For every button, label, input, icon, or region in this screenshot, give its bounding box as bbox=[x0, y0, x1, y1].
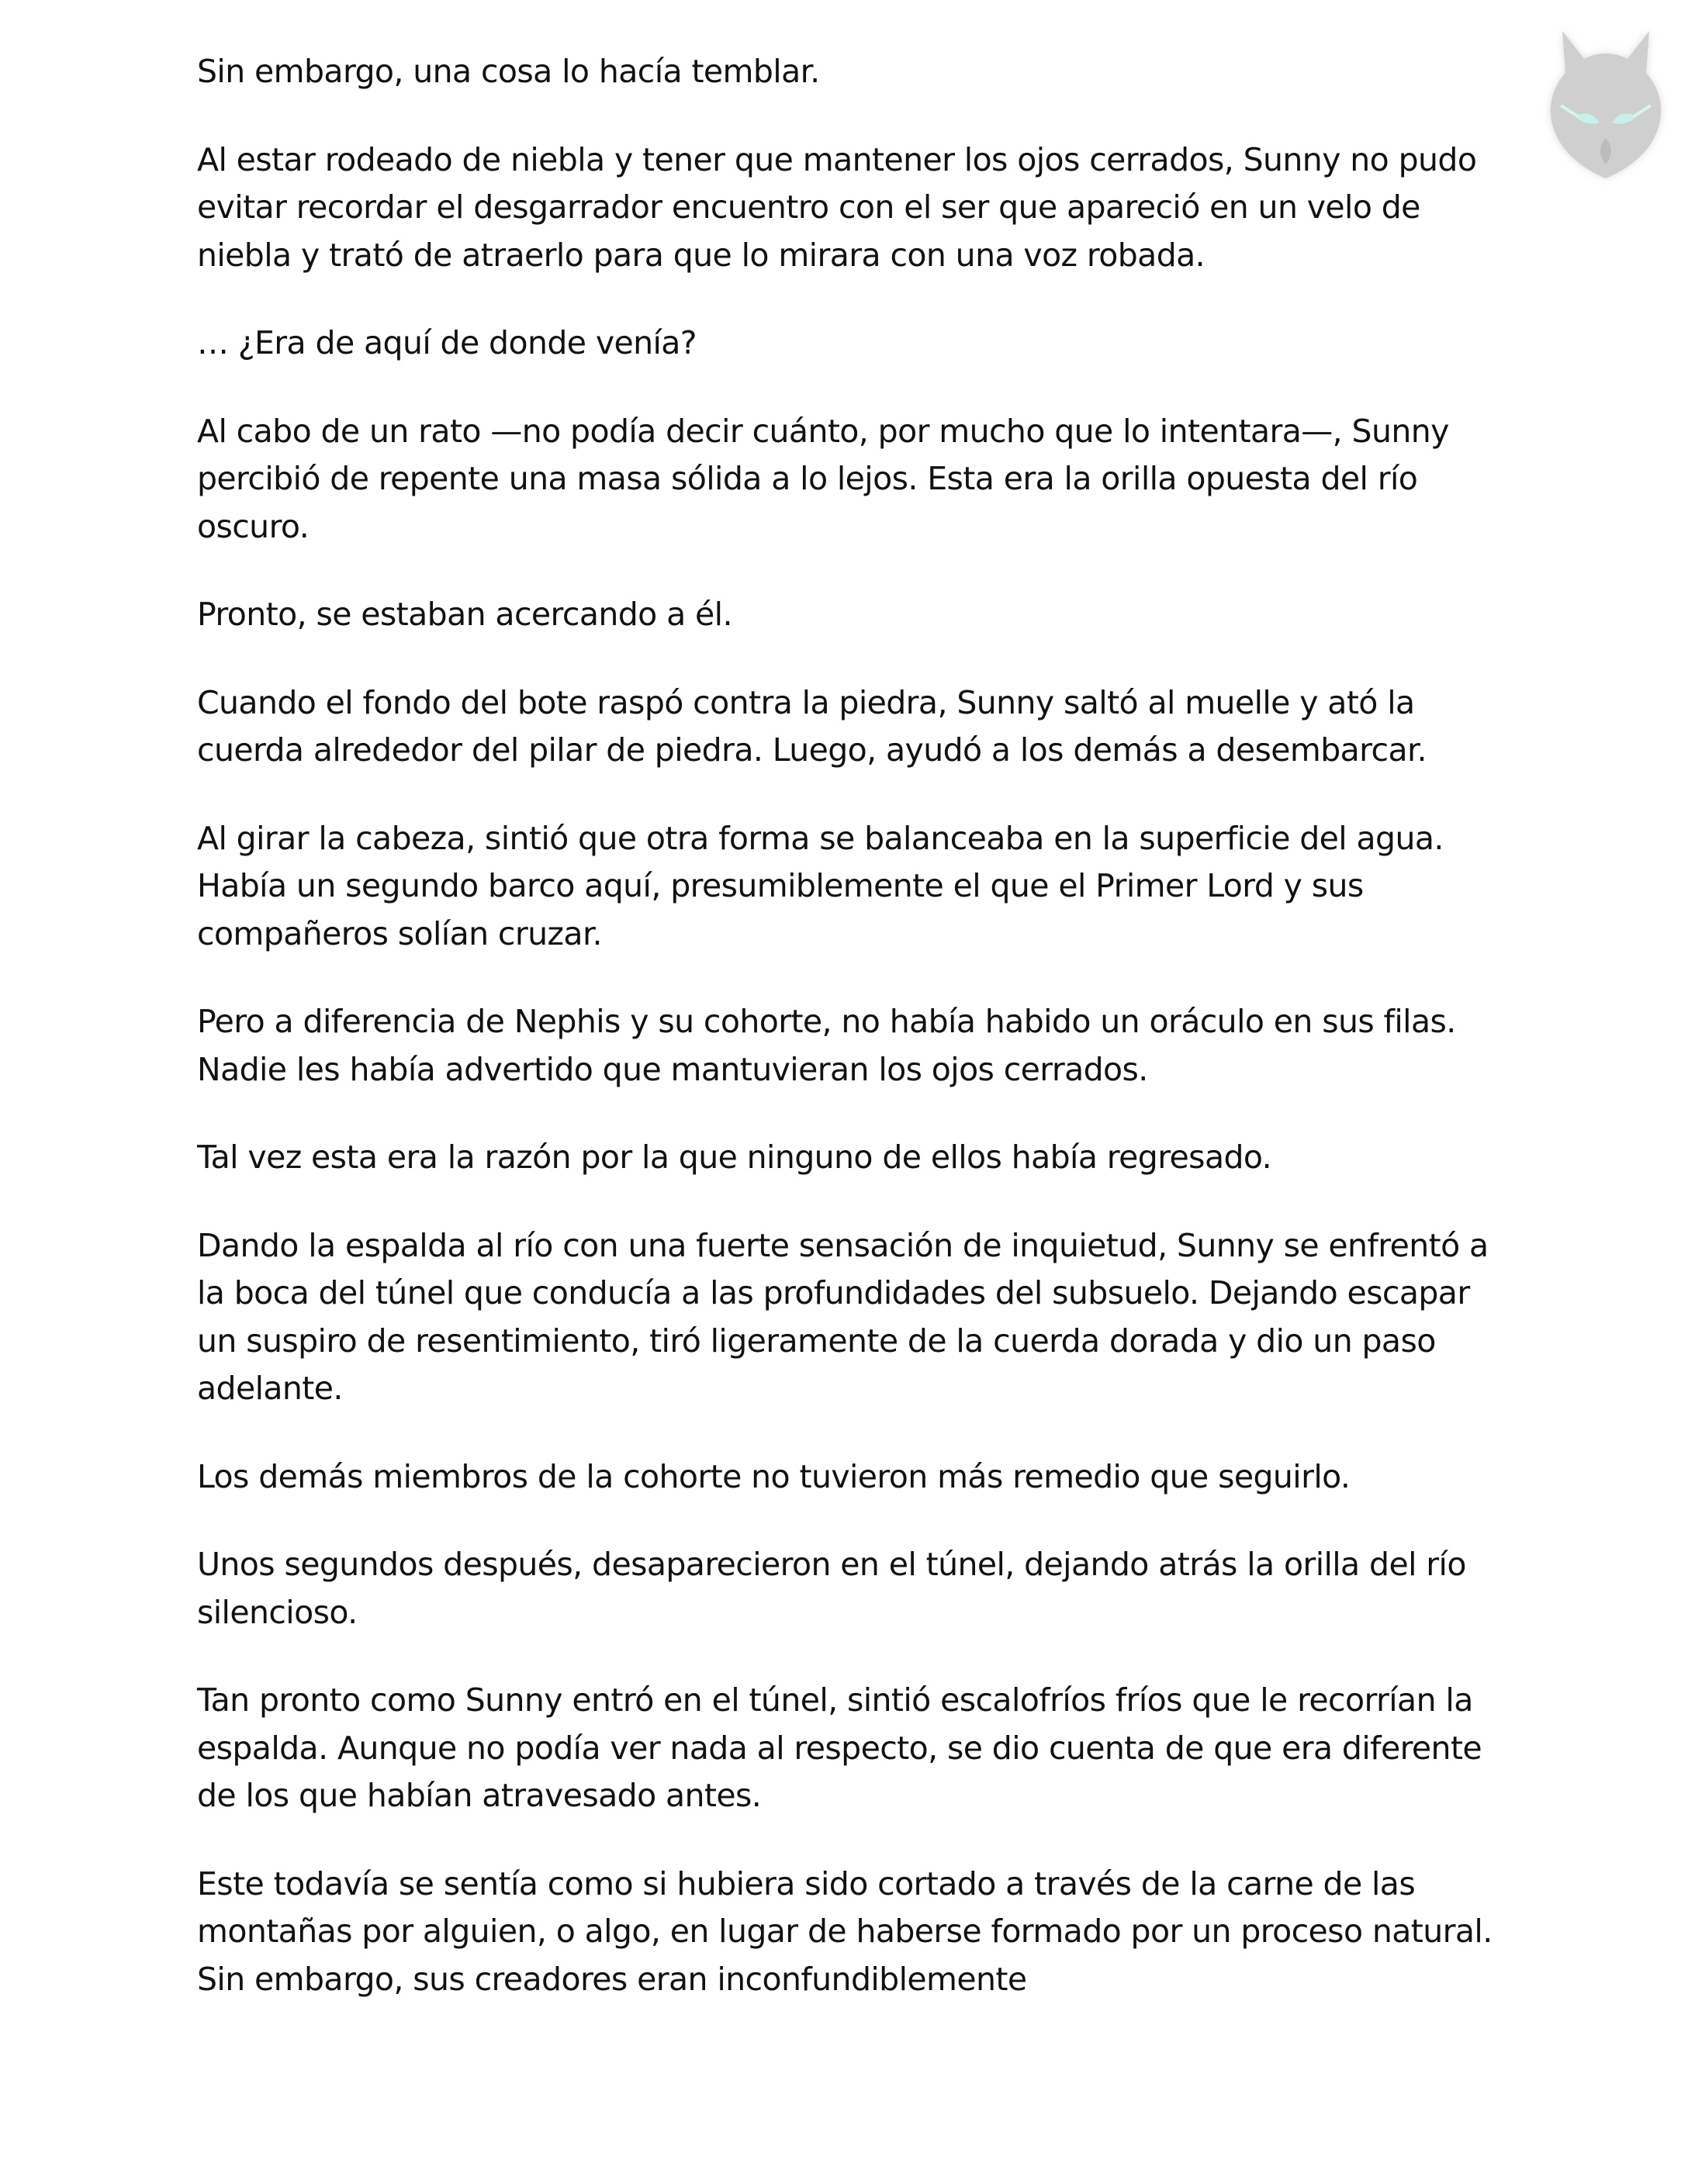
paragraph: Tal vez esta era la razón por la que ninguno de ellos había regresado. bbox=[197, 1139, 1272, 1176]
paragraph: Al girar la cabeza, sintió que otra forma se balanceaba en la superficie del agua. Había un segundo barco aquí, presumiblemente el que el Primer Lord y sus compañeros solían cruzar. bbox=[197, 819, 1444, 952]
paragraph: Este todavía se sentía como si hubiera sido cortado a través de la carne de las montañas por alguien, o algo, en lugar de haberse formado por un proceso natural. Sin embargo, sus creadores eran inconfundiblemente bbox=[197, 1864, 1493, 1998]
paragraph: Cuando el fondo del bote raspó contra la piedra, Sunny saltó al muelle y ató la cuerda alrededor del pilar de piedra. Luego, ayudó a los demás a desembarcar. bbox=[197, 683, 1427, 769]
paragraph: Pero a diferencia de Nephis y su cohorte, no había habido un oráculo en sus filas. Nadie les había advertido que mantuvieran los ojos cerrados. bbox=[197, 1003, 1456, 1088]
paragraph: Los demás miembros de la cohorte no tuvieron más remedio que seguirlo. bbox=[197, 1457, 1351, 1495]
paragraph: Al cabo de un rato —no podía decir cuánto, por mucho que lo intentara—, Sunny percibió de repente una masa sólida a lo lejos. Esta era la orilla opuesta del río oscuro. bbox=[197, 412, 1449, 545]
paragraph: Tan pronto como Sunny entró en el túnel, sintió escalofríos fríos que le recorrían la espalda. Aunque no podía ver nada al respecto, se dio cuenta de que era diferente de los que habían atravesado antes. bbox=[197, 1681, 1482, 1814]
paragraph: … ¿Era de aquí de donde venía? bbox=[197, 324, 697, 361]
paragraph: Dando la espalda al río con una fuerte sensación de inquietud, Sunny se enfrentó a la boca del túnel que conducía a las profundidades del subsuelo. Dejando escapar un suspiro de resentimiento, tiró ligeramente de la cuerda dorada y dio un paso adelante. bbox=[197, 1226, 1489, 1407]
demon-head-logo-icon bbox=[1530, 14, 1682, 192]
paragraph: Unos segundos después, desaparecieron en el túnel, dejando atrás la orilla del río silencioso. bbox=[197, 1546, 1466, 1631]
document-body bbox=[197, 48, 1500, 2044]
paragraph: Pronto, se estaban acercando a él. bbox=[197, 596, 732, 633]
paragraph: Sin embargo, una cosa lo hacía temblar. bbox=[197, 53, 820, 90]
paragraph: Al estar rodeado de niebla y tener que mantener los ojos cerrados, Sunny no pudo evitar recordar el desgarrador encuentro con el ser que apareció en un velo de niebla y trató de atraerlo para que lo mirara con una voz robada. bbox=[197, 140, 1477, 274]
